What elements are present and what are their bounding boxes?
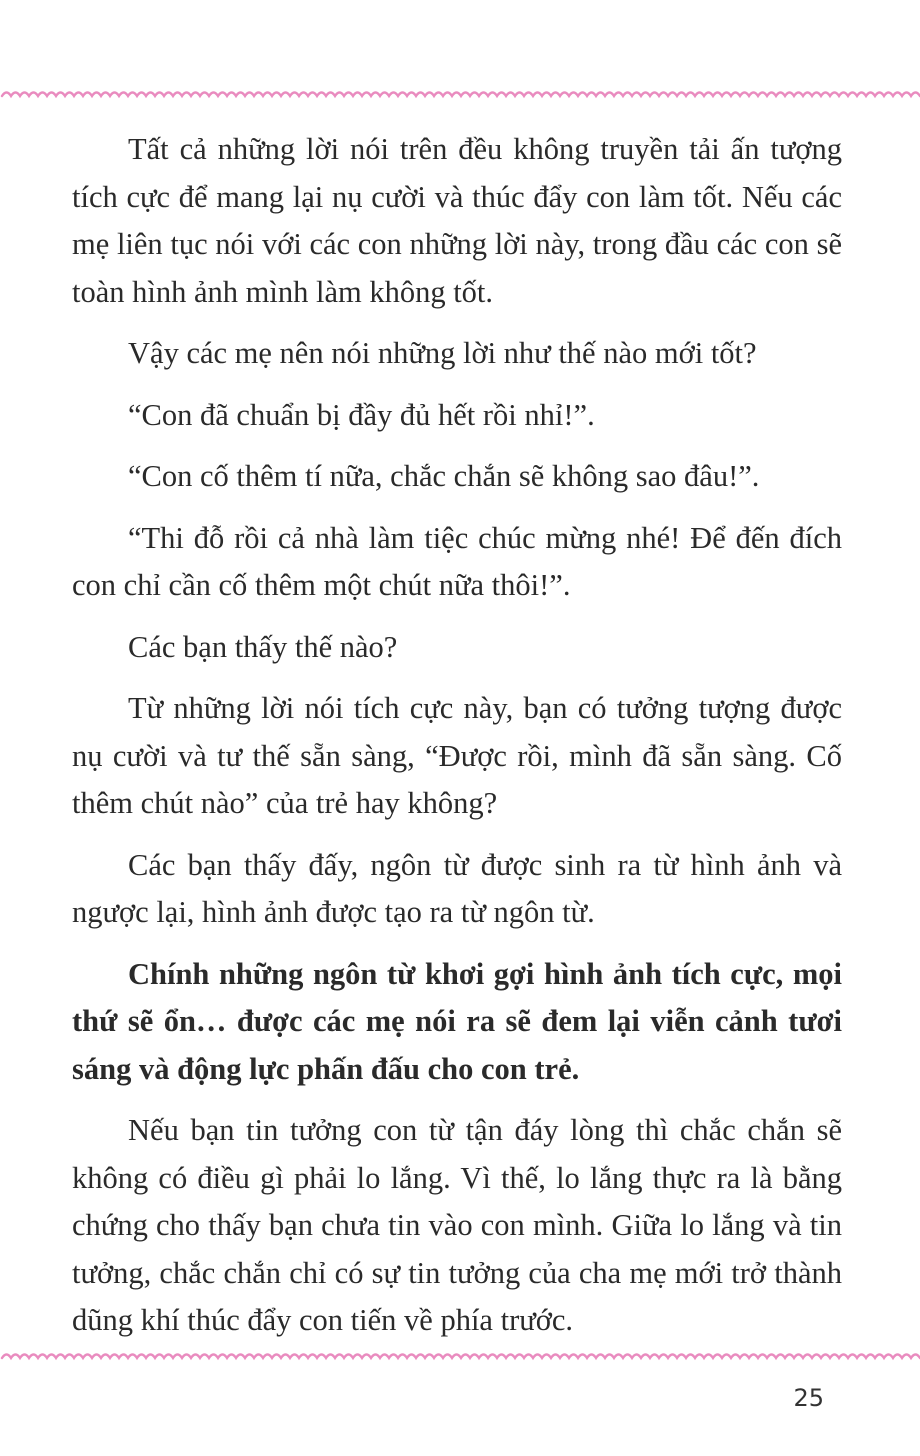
paragraph-5: Nếu bạn tin tưởng con từ tận đáy lòng thì chắc chắn sẽ không có điều gì phải lo lắng. Vì thế, lo lắng thực ra là bằng chứng cho thấy bạn chưa tin vào con mình. Giữa lo lắng và tin tưởng, chắc chắn chỉ có sự tin tưởng của cha mẹ mới trở thành dũng khí thúc đẩy con tiến về phía trước.: [72, 1113, 842, 1337]
paragraph-4: Các bạn thấy đấy, ngôn từ được sinh ra từ hình ảnh và ngược lại, hình ảnh được tạo ra từ ngôn từ.: [72, 847, 842, 929]
top-wavy-border: [0, 86, 920, 100]
bold-paragraph: Chính những ngôn từ khơi gợi hình ảnh tích cực, mọi thứ sẽ ổn… được các mẹ nói ra sẽ đem lại viễn cảnh tươi sáng và động lực phấn đấu cho con trẻ.: [72, 956, 842, 1086]
paragraph-question: Các bạn thấy thế nào?: [128, 629, 398, 664]
paragraph-1: Tất cả những lời nói trên đều không truyền tải ấn tượng tích cực để mang lại nụ cười và thúc đẩy con làm tốt. Nếu các mẹ liên tục nói với các con những lời này, trong đầu các con sẽ toàn hình ảnh mình làm không tốt.: [72, 132, 842, 309]
quote-2: “Con cố thêm tí nữa, chắc chắn sẽ không sao đâu!”.: [128, 459, 760, 493]
body-text: [72, 126, 842, 1359]
paragraph-2: Vậy các mẹ nên nói những lời như thế nào mới tốt?: [128, 336, 757, 370]
quote-3: “Thi đỗ rồi cả nhà làm tiệc chúc mừng nhé! Để đến đích con chỉ cần cố thêm một chút nữa thôi!”.: [72, 520, 842, 602]
quote-1: “Con đã chuẩn bị đầy đủ hết rồi nhỉ!”.: [128, 397, 595, 432]
paragraph-3: Từ những lời nói tích cực này, bạn có tưởng tượng được nụ cười và tư thế sẵn sàng, “Được rồi, mình đã sẵn sàng. Cố thêm chút nào” của trẻ hay không?: [72, 691, 842, 820]
page-number: 25: [793, 1384, 824, 1412]
bottom-wavy-border: [0, 1348, 920, 1362]
